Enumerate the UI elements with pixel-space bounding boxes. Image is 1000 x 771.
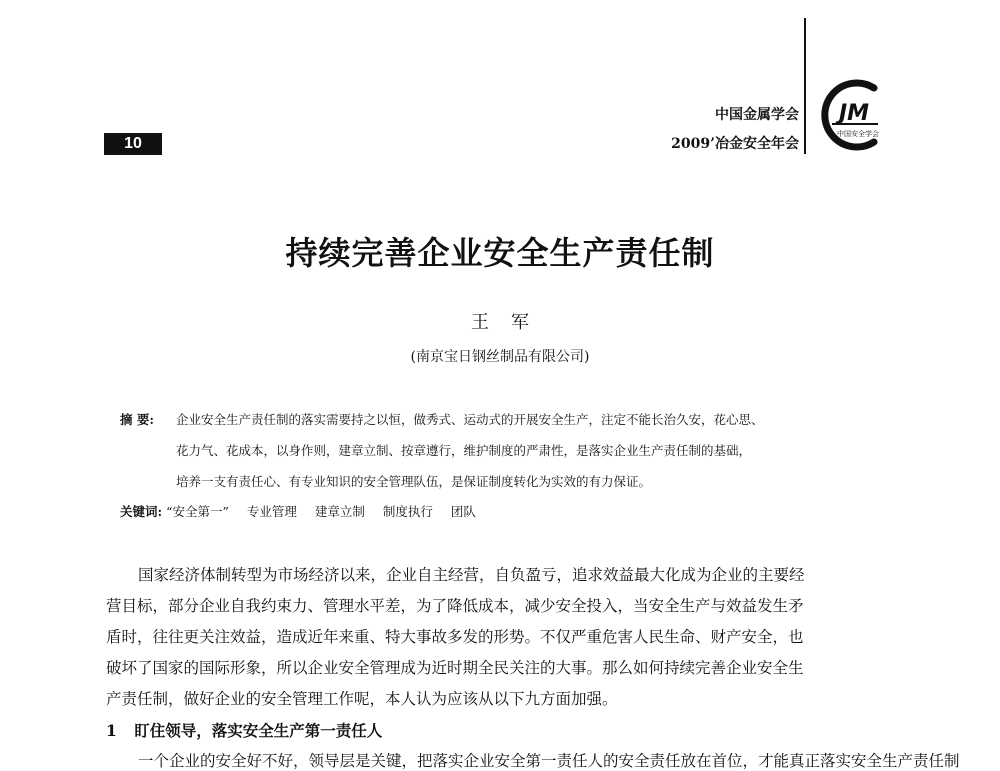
body-text-line-cutoff: 一个企业的安全好不好，领导层是关键，把落实企业安全第一责任人的安全责任放在首位，才能真正落实安全生产责任制	[138, 752, 960, 770]
keyword: 建章立制	[314, 504, 365, 519]
header-divider	[804, 18, 806, 154]
abstract-line: 培养一支有责任心、有专业知识的安全管理队伍，是保证制度转化为实效的有力保证。	[176, 474, 652, 489]
body-text-line: 产责任制，做好企业的安全管理工作呢，本人认为应该从以下九方面加强。	[106, 690, 618, 708]
society-name: 中国金属学会	[715, 107, 799, 123]
abstract-line: 花力气、花成本，以身作则，建章立制、按章遵行，维护制度的严肃性，是落实企业生产责任制的基础，	[176, 443, 752, 458]
keywords-label: 关键词:	[120, 504, 163, 519]
body-text-line: 国家经济体制转型为市场经济以来，企业自主经营，自负盈亏，追求效益最大化成为企业的主要经	[138, 566, 805, 584]
body-text-line: 盾时，往往更关注效益，造成近年来重、特大事故多发的形势。不仅严重危害人民生命、财产安全，也	[106, 628, 804, 646]
society-logo	[812, 76, 890, 154]
abstract-line: 企业安全生产责任制的落实需要持之以恒，做秀式、运动式的开展安全生产，注定不能长治久安，花心思、	[176, 412, 764, 427]
body-text-line: 营目标，部分企业自我约束力、管理水平差，为了降低成本，减少安全投入，当安全生产与效益发生矛	[106, 597, 804, 615]
keywords	[120, 502, 490, 520]
keyword: 制度执行	[382, 504, 433, 519]
section-heading	[106, 719, 382, 741]
author-affiliation: (南京宝日钢丝制品有限公司)	[410, 349, 590, 365]
logo-glyph: JM	[838, 101, 870, 126]
author-name: 王军	[471, 312, 551, 333]
section-number: 1	[106, 721, 117, 740]
section-title: 盯住领导，落实安全生产第一责任人	[134, 721, 383, 740]
keyword: “安全第一”	[166, 504, 229, 519]
abstract-label: 摘 要:	[120, 412, 154, 427]
conference-name: 2009’冶金安全年会	[671, 136, 799, 152]
article-title: 持续完善企业安全生产责任制	[285, 234, 715, 272]
body-text-line: 破坏了国家的国际形象，所以企业安全管理成为近时期全民关注的大事。那么如何持续完善企业安全生	[106, 659, 804, 677]
page-number: 10	[104, 133, 162, 155]
keyword: 专业管理	[246, 504, 297, 519]
logo-caption: 中国安全学会	[837, 130, 879, 138]
keyword: 团队	[450, 504, 476, 519]
